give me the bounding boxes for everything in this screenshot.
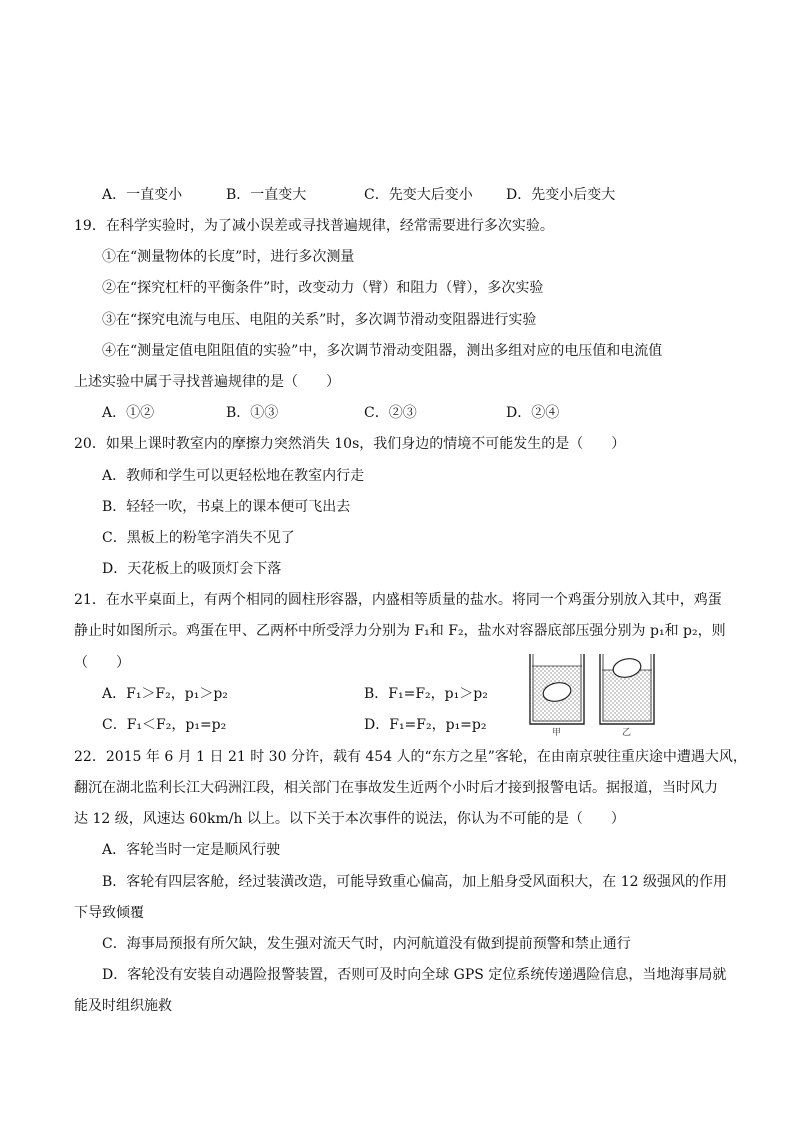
beaker-yi bbox=[600, 654, 654, 724]
q19-option-a: A．①② bbox=[102, 405, 155, 421]
q21-option-d: D．F₁=F₂，p₁=p₂ bbox=[364, 717, 487, 733]
q21-stem-line-3: （ ） bbox=[74, 655, 130, 671]
q19-option-d: D．②④ bbox=[506, 405, 560, 421]
q19-stem: 19．在科学实验时，为了减小误差或寻找普遍规律，经常需要进行多次实验。 bbox=[74, 218, 554, 234]
beaker-label-yi: 乙 bbox=[622, 728, 632, 738]
q18-option-d: D．先变小后变大 bbox=[506, 187, 616, 203]
q22-stem-line-1: 22．2015 年 6 月 1 日 21 时 30 分许，载有 454 人的“东方之星”客轮，在由南京驶往重庆途中遭遇大风， bbox=[74, 749, 747, 765]
q22-option-d-cont: 能及时组织施救 bbox=[74, 998, 172, 1014]
q18-option-a: A．一直变小 bbox=[102, 187, 183, 203]
q22-option-c: C．海事局预报有所欠缺，发生强对流天气时，内河航道没有做到提前预警和禁止通行 bbox=[102, 936, 631, 952]
q19-item-4: ④在“测量定值电阻阻值的实验”中，多次调节滑动变阻器，测出多组对应的电压值和电流值 bbox=[102, 343, 663, 359]
q19-item-3: ③在“探究电流与电压、电阻的关系”时，多次调节滑动变阻器进行实验 bbox=[102, 312, 537, 328]
q21-option-c: C．F₁＜F₂，p₁=p₂ bbox=[102, 717, 227, 733]
q22-stem-line-2: 翻沉在湖北监利长江大码洲江段，相关部门在事故发生近两个小时后才接到报警电话。据报道，当时风力 bbox=[74, 780, 718, 796]
q19-question: 上述实验中属于寻找普遍规律的是（ ） bbox=[74, 374, 340, 390]
q22-stem-line-3: 达 12 级，风速达 60km/h 以上。以下关于本次事件的说法，你认为不可能的是（ ） bbox=[74, 811, 625, 827]
q22-option-d: D．客轮没有安装自动遇险报警装置，否则可及时向全球 GPS 定位系统传递遇险信息，当地海事局就 bbox=[102, 967, 727, 983]
q18-option-c: C．先变大后变小 bbox=[364, 187, 473, 203]
q20-stem: 20．如果上课时教室内的摩擦力突然消失 10s，我们身边的情境不可能发生的是（ ） bbox=[74, 436, 626, 452]
q21-option-a: A．F₁＞F₂，p₁＞p₂ bbox=[102, 686, 228, 702]
beaker-label-jia: 甲 bbox=[552, 728, 562, 738]
beaker-jia bbox=[530, 654, 584, 724]
q21-stem-line-1: 21．在水平桌面上，有两个相同的圆柱形容器，内盛相等质量的盐水。将同一个鸡蛋分别放入其中，鸡蛋 bbox=[74, 592, 722, 608]
beakers-diagram bbox=[526, 652, 656, 728]
q22-option-a: A．客轮当时一定是顺风行驶 bbox=[102, 842, 281, 858]
q19-item-1: ①在“测量物体的长度”时，进行多次测量 bbox=[102, 249, 355, 265]
q19-option-c: C．②③ bbox=[364, 405, 417, 421]
q21-stem-line-2: 静止时如图所示。鸡蛋在甲、乙两杯中所受浮力分别为 F₁和 F₂，盐水对容器底部压强分别为 p₁和 p₂，则 bbox=[74, 623, 726, 639]
q19-option-b: B．①③ bbox=[226, 405, 279, 421]
q20-option-a: A．教师和学生可以更轻松地在教室内行走 bbox=[102, 468, 365, 484]
q20-option-c: C．黑板上的粉笔字消失不见了 bbox=[102, 530, 295, 546]
q20-option-d: D．天花板上的吸顶灯会下落 bbox=[102, 561, 282, 577]
q21-beaker-figure bbox=[526, 652, 656, 740]
q21-option-b: B．F₁=F₂，p₁＞p₂ bbox=[364, 686, 488, 702]
q19-item-2: ②在“探究杠杆的平衡条件”时，改变动力（臂）和阻力（臂），多次实验 bbox=[102, 280, 544, 296]
q18-option-b: B．一直变大 bbox=[226, 187, 307, 203]
q22-option-b: B．客轮有四层客舱，经过装潢改造，可能导致重心偏高，加上船身受风面积大，在 12 级强风的作用 bbox=[102, 874, 728, 890]
q20-option-b: B．轻轻一吹，书桌上的课本便可飞出去 bbox=[102, 499, 351, 515]
q22-option-b-cont: 下导致倾覆 bbox=[74, 905, 144, 921]
